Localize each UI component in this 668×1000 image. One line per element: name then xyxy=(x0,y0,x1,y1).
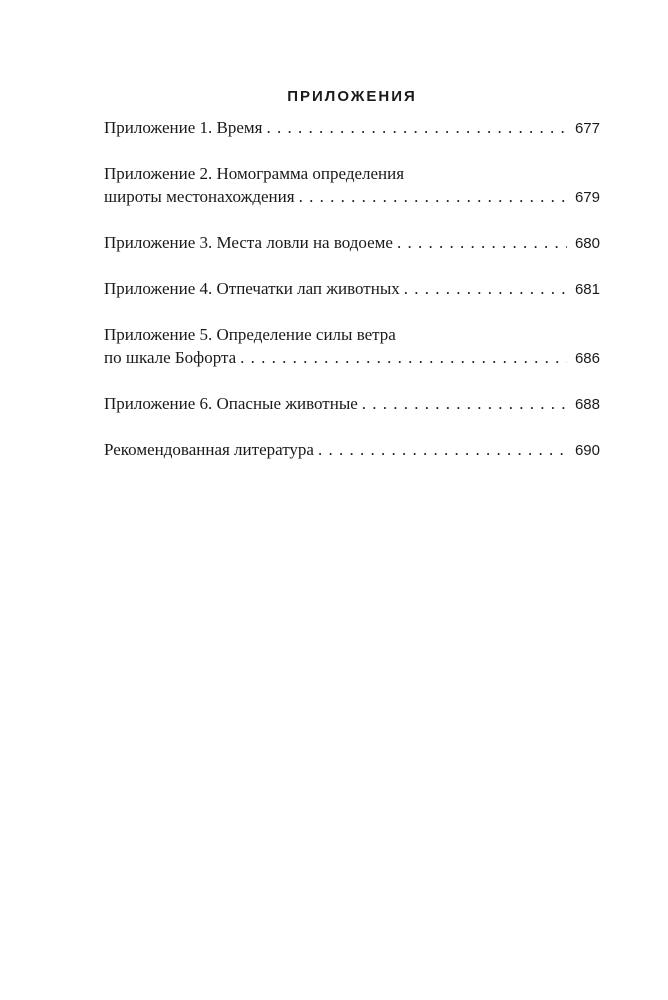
dot-leader xyxy=(240,346,567,369)
dot-leader xyxy=(299,185,567,208)
toc-entry-title: Приложение 4. Отпечатки лап животных xyxy=(104,279,400,298)
toc-entry-appendix-1[interactable] xyxy=(104,116,600,140)
toc-entry-appendix-5[interactable] xyxy=(104,323,600,370)
toc-entry-appendix-3[interactable] xyxy=(104,231,600,255)
contents-page xyxy=(104,88,600,484)
toc-entry-title: Приложение 3. Места ловли на водоеме xyxy=(104,233,393,252)
toc-entry-appendix-6[interactable] xyxy=(104,392,600,416)
dot-leader xyxy=(397,231,567,254)
toc-page-number: 680 xyxy=(574,235,600,252)
toc-page-number: 679 xyxy=(574,189,600,206)
dot-leader xyxy=(318,438,567,461)
toc-page-number: 688 xyxy=(574,396,600,413)
toc-page-number: 681 xyxy=(574,281,600,298)
toc-entry-title-line1: Приложение 5. Определение силы ветра xyxy=(104,325,396,344)
toc-entry-appendix-2[interactable] xyxy=(104,162,600,209)
toc-entry-title: Рекомендованная литература xyxy=(104,440,314,459)
toc-entry-title: Приложение 6. Опасные животные xyxy=(104,394,358,413)
dot-leader xyxy=(266,116,567,139)
toc-entry-appendix-4[interactable] xyxy=(104,277,600,301)
dot-leader xyxy=(404,277,567,300)
toc-entry-title: Приложение 1. Время xyxy=(104,118,263,137)
toc-entry-bibliography[interactable] xyxy=(104,438,600,462)
toc-entry-title-line1: Приложение 2. Номограмма определения xyxy=(104,164,405,183)
dot-leader xyxy=(362,392,567,415)
toc-page-number: 677 xyxy=(574,120,600,137)
section-heading: ПРИЛОЖЕНИЯ xyxy=(287,88,417,105)
table-of-contents xyxy=(104,116,600,462)
toc-entry-title: по шкале Бофорта xyxy=(104,348,237,367)
toc-page-number: 690 xyxy=(574,442,600,459)
toc-entry-title: широты местонахождения xyxy=(104,187,295,206)
toc-page-number: 686 xyxy=(574,350,600,367)
